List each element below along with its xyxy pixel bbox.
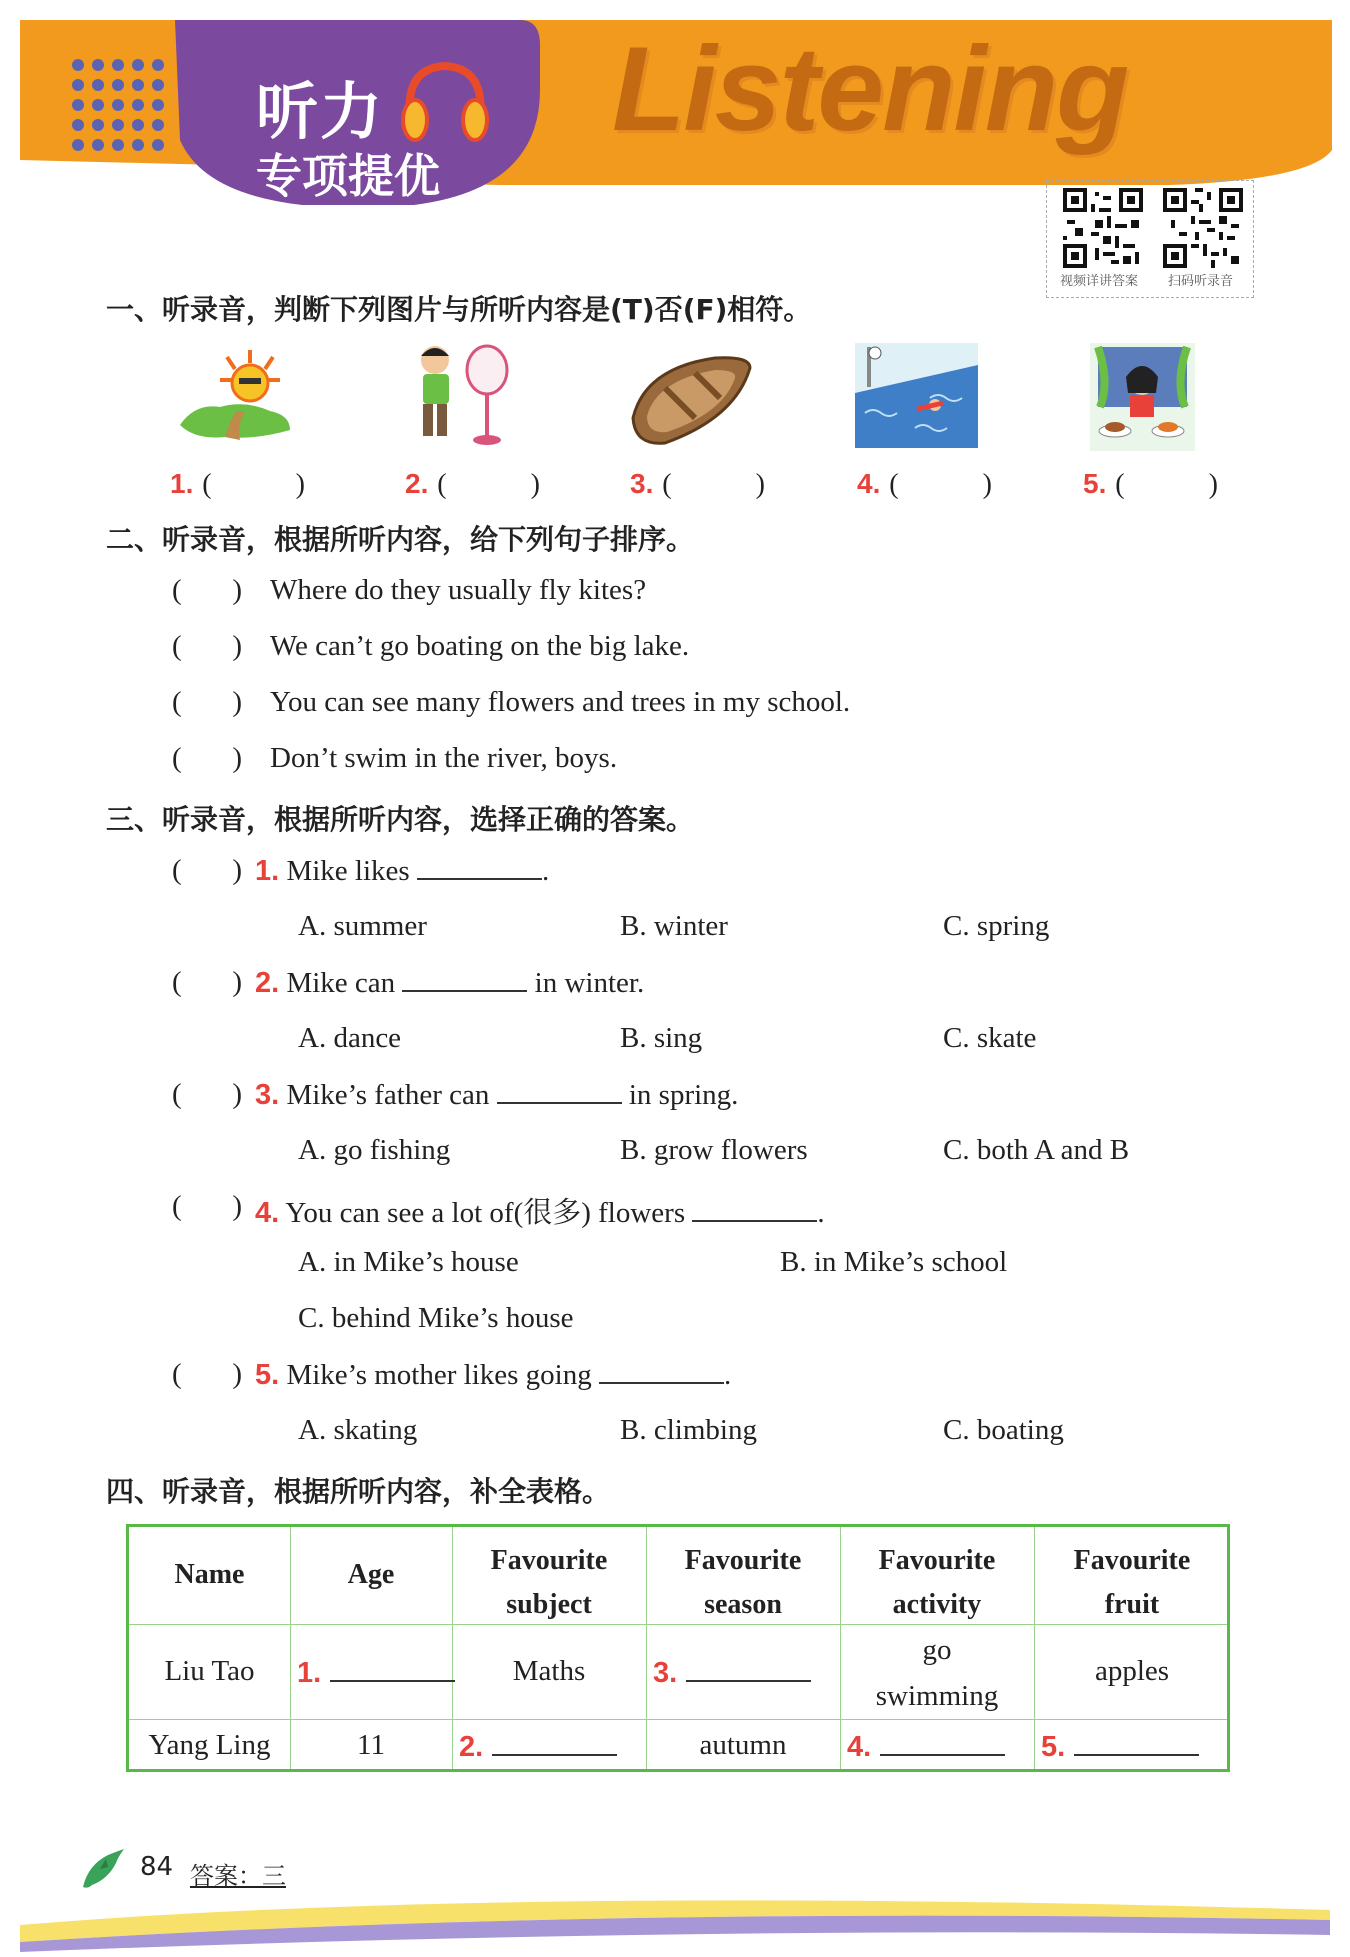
option: C. behind Mike’s house [298,1302,574,1334]
section4-title: 四、听录音，根据所听内容，补全表格。 [106,1475,611,1508]
answer-paren[interactable]: ( ) [172,630,243,662]
cell-age-blank[interactable]: 1. [297,1655,455,1690]
cell-activity-blank[interactable]: 4. [847,1729,1005,1764]
cell-activity: go swimming [875,1634,999,1712]
qr-caption: 视频详讲答案 [1060,274,1139,289]
option: B. sing [620,1022,703,1054]
answer-blank[interactable] [497,1078,622,1104]
boy-fan-icon [405,340,520,452]
option: C. spring [943,910,1050,942]
option: A. skating [298,1414,418,1446]
col-header-season: Favourite season [684,1545,802,1620]
s2-sentence: You can see many flowers and trees in my school. [270,686,851,718]
section3-title: 三、听录音，根据所听内容，选择正确的答案。 [106,803,695,836]
answer-paren[interactable]: ( ) [172,574,243,606]
s3-question-3: 3. Mike’s father can in spring. [255,1079,739,1111]
answer-blank[interactable] [599,1358,724,1384]
option: A. summer [298,910,427,942]
s3-question-2: 2. Mike can in winter. [255,967,645,999]
s3-question-5: 5. Mike’s mother likes going . [255,1359,732,1391]
option: A. go fishing [298,1134,451,1166]
col-header-name: Name [174,1559,245,1590]
qr-code-icon[interactable] [1163,188,1243,268]
col-header-age: Age [347,1559,395,1590]
boat-icon [625,348,755,453]
qr-code-icon[interactable] [1063,188,1143,268]
answer-paren[interactable]: ( ) [172,1358,243,1390]
option: C. boating [943,1414,1064,1446]
s3-question-1: 1. Mike likes . [255,855,550,887]
s2-sentence: Don’t swim in the river, boys. [270,742,618,774]
section2-title: 二、听录音，根据所听内容，给下列句子排序。 [106,523,695,556]
option: B. climbing [620,1414,757,1446]
section1-title: 一、听录音，判断下列图片与所听内容是(T)否(F)相符。 [106,293,812,326]
info-table [126,1524,1230,1772]
footer-wave [0,1880,1350,1957]
answer-paren[interactable]: ( ) [172,686,243,718]
girl-eating-icon [1090,343,1195,451]
title-cn-line2: 专项提优 [256,149,440,203]
cell-fruit-blank[interactable]: 5. [1041,1729,1199,1764]
answer-label: 答案：三 [190,1862,286,1890]
s3-question-4: 4. You can see a lot of(很多) flowers . [255,1197,825,1229]
qr-caption: 扫码听录音 [1168,274,1234,289]
headphones-icon [395,58,495,148]
s1-item-4: 4. ( ) [857,468,992,500]
cell-season-blank[interactable]: 3. [653,1655,811,1690]
cell-subject: Maths [512,1655,586,1687]
s1-item-3: 3. ( ) [630,468,765,500]
cell-name: Liu Tao [164,1655,255,1687]
cell-name: Yang Ling [148,1729,271,1761]
option: C. skate [943,1022,1037,1054]
answer-paren[interactable]: ( ) [172,742,243,774]
option: B. grow flowers [620,1134,808,1166]
cell-fruit: apples [1094,1655,1170,1687]
title-cn-line1: 听力 [256,75,385,148]
sun-icon [175,345,295,450]
title-en: Listening [612,22,1128,156]
s2-sentence: Where do they usually fly kites? [270,574,647,606]
cell-season: autumn [699,1729,787,1761]
option: A. in Mike’s house [298,1246,519,1278]
s1-item-5: 5. ( ) [1083,468,1218,500]
answer-paren[interactable]: ( ) [172,1190,243,1222]
cell-age: 11 [357,1729,385,1761]
option: B. in Mike’s school [780,1246,1008,1278]
answer-blank[interactable] [417,854,542,880]
col-header-subject: Favourite subject [490,1545,608,1620]
answer-paren[interactable]: ( ) [172,1078,243,1110]
swimming-icon [855,343,978,448]
answer-blank[interactable] [402,966,527,992]
answer-blank[interactable] [692,1196,817,1222]
option: C. both A and B [943,1134,1130,1166]
s1-item-2: 2. ( ) [405,468,540,500]
answer-paren[interactable]: ( ) [172,966,243,998]
option: A. dance [298,1022,402,1054]
page-number: 84 [140,1852,174,1882]
col-header-fruit: Favourite fruit [1073,1545,1191,1620]
cell-subject-blank[interactable]: 2. [459,1729,617,1764]
s2-sentence: We can’t go boating on the big lake. [270,630,690,662]
s1-item-1: 1. ( ) [170,468,305,500]
col-header-activity: Favourite activity [878,1545,996,1620]
option: B. winter [620,910,728,942]
answer-paren[interactable]: ( ) [172,854,243,886]
